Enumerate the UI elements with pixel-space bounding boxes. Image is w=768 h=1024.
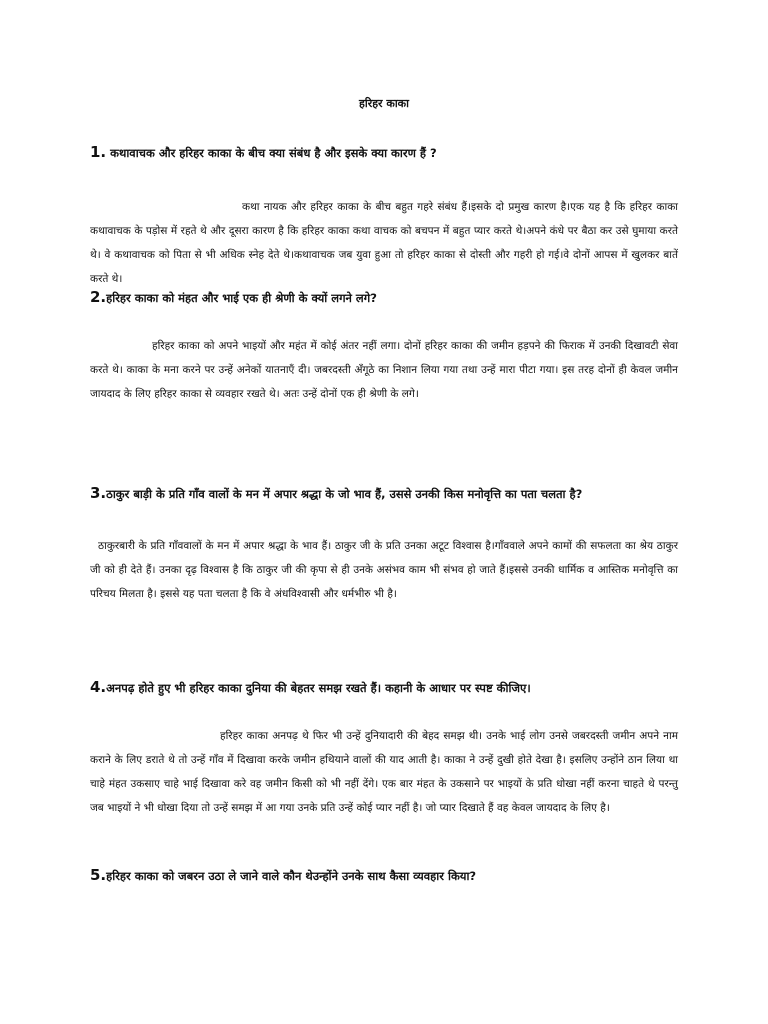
answer-2-text: हरिहर काका को अपने भाइयों और महंत में कोई अंतर नहीं लगा। दोनों हरिहर काका की जमीन हड़पने की फिराक में उनकी दिखावटी सेवा करते थे। काका के मना करने पर उन्हें अनेकों यातनाएँ दी। जबरदस्ती अँगूठे का निशान लिया गया तथा उन्हें मारा पीटा गया। इस तरह दोनों ही केवल जमीन जायदाद के लिए हरिहर काका से व्यवहार रखते थे। अतः उन्हें दोनों एक ही श्रेणी के लगे। — [90, 340, 678, 400]
question-1 — [90, 143, 690, 161]
question-5-text: हरिहर काका को जबरन उठा ले जाने वाले कौन थेउन्होंने उनके साथ कैसा व्यवहार किया? — [106, 869, 477, 883]
answer-1 — [90, 195, 678, 291]
question-2-number: 2. — [90, 288, 107, 306]
answer-1-text: कथा नायक और हरिहर काका के बीच बहुत गहरे संबंध हैं।इसके दो प्रमुख कारण है।एक यह है कि हरिहर काका कथावाचक के पड़ोस में रहते थे और दूसरा कारण है कि हरिहर काका कथा वाचक को बचपन में बहुत प्यार करते थे।अपने कंधे पर बैठा कर उसे घुमाया करते थे। वे कथावाचक को पिता से भी अधिक स्नेह देते थे।कथावाचक जब युवा हुआ तो हरिहर काका से दोस्ती और गहरी हो गई।वे दोनों आपस में खुलकर बातें करते थे। — [90, 201, 678, 285]
question-5 — [90, 866, 690, 884]
question-4 — [90, 678, 690, 696]
question-5-number: 5. — [90, 866, 107, 884]
question-3-number: 3. — [90, 484, 107, 502]
answer-3 — [90, 534, 678, 606]
answer-2 — [90, 334, 678, 406]
answer-4 — [90, 724, 678, 820]
answer-4-text: हरिहर काका अनपढ़ थे फिर भी उन्हें दुनियादारी की बेहद समझ थी। उनके भाई लोग उनसे जबरदस्ती जमीन अपने नाम कराने के लिए डराते थे तो उन्हें गाँव में दिखावा करके जमीन हथियाने वालों की याद आती है। काका ने उन्हें दुखी होते देखा है। इसलिए उन्होंने ठान लिया था चाहे मंहत उकसाए चाहे भाई दिखावा करे वह जमीन किसी को भी नहीं देंगे। एक बार मंहत के उकसाने पर भाइयों के प्रति धोखा नहीं करना चाहते थे परन्तु जब भाइयों ने भी धोखा दिया तो उन्हें समझ में आ गया उनके प्रति उन्हें कोई प्यार नहीं है। जो प्यार दिखाते हैं वह केवल जायदाद के लिए है। — [90, 730, 678, 814]
question-2 — [90, 288, 690, 306]
answer-3-text: ठाकुरबारी के प्रति गाँववालों के मन में अपार श्रद्धा के भाव हैं। ठाकुर जी के प्रति उनका अटूट विश्वास है।गाँववाले अपने कामों की सफलता का श्रेय ठाकुर जी को ही देते हैं। उनका दृढ़ विश्वास है कि ठाकुर जी की कृपा से ही उनके असंभव काम भी संभव हो जाते हैं।इससे उनकी धार्मिक व आस्तिक मनोवृत्ति का परिचय मिलता है। इससे यह पता चलता है कि वे अंधविश्वासी और धर्मभीरु भी है। — [90, 540, 678, 600]
question-1-number: 1. — [90, 143, 107, 161]
question-1-text: कथावाचक और हरिहर काका के बीच क्या संबंध है और इसके क्या कारण हैं ? — [106, 146, 437, 160]
document-title: हरिहर काका — [359, 97, 409, 110]
question-3 — [90, 484, 690, 502]
question-4-text: अनपढ़ होते हुए भी हरिहर काका दुनिया की बेहतर समझ रखते हैं। कहानी के आधार पर स्पष्ट कीजिए। — [106, 681, 531, 695]
question-3-text: ठाकुर बाड़ी के प्रति गाँव वालों के मन में अपार श्रद्धा के जो भाव हैं, उससे उनकी किस मनोवृत्ति का पता चलता है? — [106, 487, 583, 501]
question-4-number: 4. — [90, 678, 107, 696]
question-2-text: हरिहर काका को मंहत और भाई एक ही श्रेणी के क्यों लगने लगे? — [106, 291, 377, 305]
